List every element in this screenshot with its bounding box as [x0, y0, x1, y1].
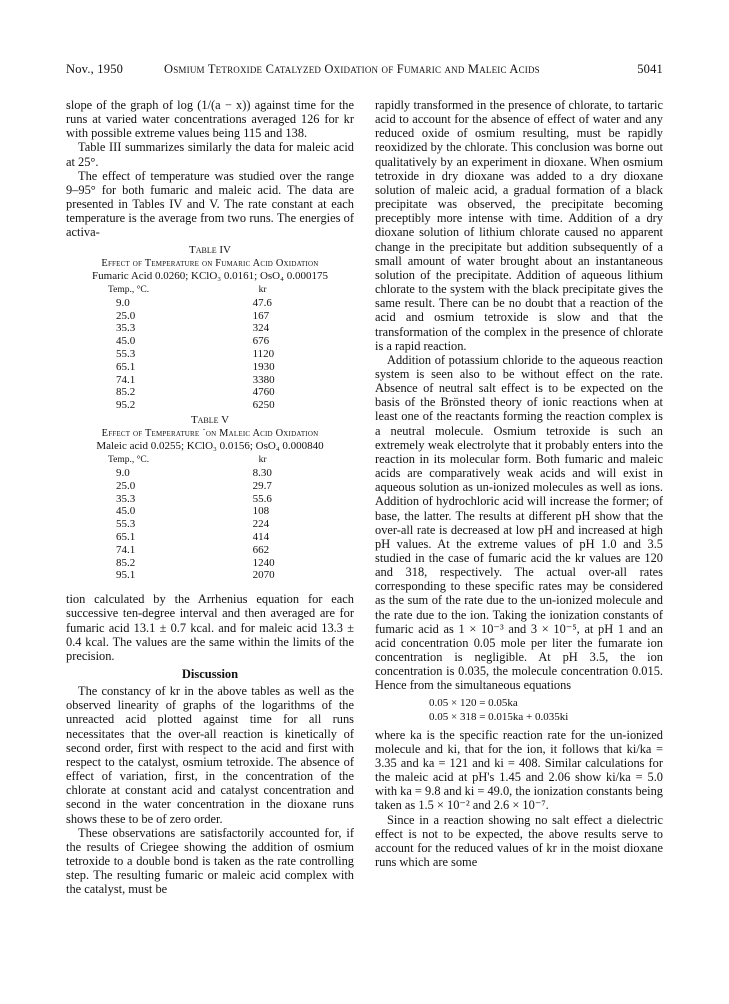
table-row [94, 557, 312, 570]
paragraph: where ka is the specific reaction rate for the un-ionized molecule and ki, that for the ion, it follows that ki/ka = 3.35 and ka = 121 and ki = 408. Similar calculations for the maleic acid at pH's 1.45 and 2.06 show ki/ka = 5.0 with ka = 9.8 and ki = 49.0, the ionization constants being taken as 1.5 × 10⁻² and 2.6 × 10⁻⁷. [375, 727, 663, 813]
page-number: 5041 [637, 62, 663, 76]
temperature-cell: 45.0 [116, 335, 136, 348]
table-row [94, 531, 312, 544]
rate-constant-cell: 1240 [252, 556, 275, 569]
rate-constant-cell: 414 [252, 531, 270, 544]
temperature-cell: 74.1 [116, 373, 136, 386]
temperature-cell: 9.0 [116, 296, 130, 309]
table-conditions: Maleic acid 0.0255; KClO₃ 0.0156; OsO₄ 0.000840 [96, 439, 324, 452]
table-row [94, 348, 312, 361]
temperature-cell: 65.1 [116, 360, 136, 373]
temperature-cell: 95.1 [116, 569, 136, 582]
rate-constant-cell: 108 [252, 505, 270, 518]
table-caption: Effect of Temperature ˙on Maleic Acid Oxidation [101, 427, 319, 439]
table-row [94, 544, 312, 557]
temperature-cell: 85.2 [116, 386, 136, 399]
section-heading: Discussion [181, 667, 239, 681]
temperature-cell: 25.0 [116, 309, 136, 322]
table-row [94, 361, 312, 374]
table-row [94, 467, 312, 480]
table-title: Table IV [189, 243, 231, 256]
rate-constant-cell: 3380 [252, 373, 275, 386]
temperature-cell: 25.0 [116, 479, 136, 492]
temperature-cell: 55.3 [116, 347, 136, 360]
paragraph: tion calculated by the Arrhenius equation for each successive ten-degree interval and then averaged are for fumaric acid 13.1 ± 0.7 kcal. and for maleic acid 13.3 ± 0.4 kcal. The values are the same within the limits of the precision. [66, 592, 354, 663]
rate-constant-cell: 8.30 [252, 467, 272, 480]
temperature-cell: 95.2 [116, 399, 136, 412]
header-title: Osmium Tetroxide Catalyzed Oxidation of Fumaric and Maleic Acids [164, 62, 540, 76]
temperature-cell: 45.0 [116, 505, 136, 518]
rate-constant-cell: 47.6 [252, 296, 272, 309]
paragraph: Since in a reaction showing no salt effect a dielectric effect is not to be expected, the above results serve to account for the reduced values of kr in the moist dioxane runs which are some [375, 812, 663, 869]
rate-constant-cell: 324 [252, 322, 270, 335]
rate-constant-cell: 4760 [252, 386, 275, 399]
temperature-cell: 85.2 [116, 556, 136, 569]
temperature-cell: 74.1 [116, 543, 136, 556]
data-table [94, 453, 312, 582]
rate-constant-cell: 2070 [252, 569, 275, 582]
data-table [94, 283, 312, 412]
temperature-cell: 35.3 [116, 492, 136, 505]
table-row [94, 335, 312, 348]
paragraph: Addition of potassium chloride to the aqueous reaction system is seen also to be without effect on the rate. Absence of neutral salt effect is to be expected on the basis of the Brönsted theory of ionic reactions when at least one of the reactants forming the reaction complex is a neutral molecule. Osmium tetroxide is such an extremely weak electrolyte that it probably enters into the reaction in its molecular form. Both fumaric and maleic acids are comparatively weak acids and will exist in aqueous solution as un-ionized molecules as well as ions. Addition of hydrochloric acid will increase the former; of base, the latter. The results at different pH show that the over-all rate is decreased at low pH and increased at high pH values. At the extreme values of pH 1.0 and 3.5 studied in the case of fumaric acid the kr values are 120 and 318, respectively. The actual over-all rates corresponding to these specific rates may be considered as the sum of the rate due to the un-ionized molecule and the rate due to the ion. Taking the ionization constants of fumaric acid as 1 × 10⁻³ and 3 × 10⁻⁵, at pH 1 and an acid concentration 0.05 mole per liter the fumarate ion concentration is negligible. At pH 3.5, the ion concentration is 0.035, the molecule concentration 0.015. Hence from the simultaneous equations [375, 352, 663, 693]
table-row [94, 297, 312, 310]
table-row [94, 386, 312, 399]
paragraph: Table III summarizes similarly the data for maleic acid at 25°. [66, 140, 354, 169]
table-iv [66, 244, 354, 412]
column-header-k: kr [258, 284, 267, 295]
paragraph: slope of the graph of log (1/(a − x)) against time for the runs at varied water concentrations averaged 126 for kr with possible extreme values being 115 and 138. [66, 98, 354, 141]
rate-constant-cell: 224 [252, 518, 270, 531]
column-header-k: kr [258, 454, 267, 465]
table-row [94, 374, 312, 387]
table-v [66, 414, 354, 582]
table-title: Table V [190, 413, 230, 426]
rate-constant-cell: 662 [252, 543, 270, 556]
left-column [66, 98, 354, 897]
rate-constant-cell: 55.6 [252, 492, 272, 505]
equation: 0.05 × 318 = 0.015ka + 0.035ki [429, 710, 569, 723]
table-conditions: Fumaric Acid 0.0260; KClO₃ 0.0161; OsO₄ 0.000175 [92, 269, 328, 282]
running-header [66, 62, 663, 78]
table-row [94, 505, 312, 518]
temperature-cell: 9.0 [116, 467, 130, 480]
table-row [94, 480, 312, 493]
column-header-temp: Temp., °C. [108, 454, 150, 465]
temperature-cell: 35.3 [116, 322, 136, 335]
equation: 0.05 × 120 = 0.05ka [429, 696, 518, 709]
table-row [94, 493, 312, 506]
table-row [94, 399, 312, 412]
rate-constant-cell: 29.7 [252, 479, 272, 492]
table-row [94, 322, 312, 335]
rate-constant-cell: 676 [252, 335, 270, 348]
temperature-cell: 55.3 [116, 518, 136, 531]
table-caption: Effect of Temperature on Fumaric Acid Oxidation [101, 257, 319, 269]
paragraph: The effect of temperature was studied over the range 9–95° for both fumaric and maleic acid. The data are presented in Tables IV and V. The rate constant at each temperature is the average from two runs. The energies of activa- [66, 168, 354, 240]
paragraph: These observations are satisfactorily accounted for, if the results of Criegee showing the addition of osmium tetroxide to a double bond is taken as the rate controlling step. The resulting fumaric or maleic acid complex with the catalyst, must be [66, 825, 354, 897]
right-column [375, 98, 663, 869]
header-date: Nov., 1950 [66, 62, 124, 76]
table-row [94, 569, 312, 582]
rate-constant-cell: 1120 [252, 347, 275, 360]
paragraph: The constancy of kr in the above tables as well as the observed linearity of graphs of the logarithms of the unreacted acid plotted against time for all runs necessitates that the over-all reaction is kinetically of second order, first with respect to the acid and first with respect to the catalyst, osmium tetroxide. The absence of effect of variation, first, in the concentration of the chlorate at constant acid and catalyst concentration and second in the water concentration in the dioxane runs shows these to be of zero order. [66, 684, 354, 826]
rate-constant-cell: 6250 [252, 399, 275, 412]
column-header-temp: Temp., °C. [108, 284, 150, 295]
temperature-cell: 65.1 [116, 531, 136, 544]
table-row [94, 310, 312, 323]
rate-constant-cell: 1930 [252, 360, 275, 373]
table-row [94, 518, 312, 531]
rate-constant-cell: 167 [252, 309, 270, 322]
paragraph: rapidly transformed in the presence of chlorate, to tartaric acid to account for the absence of effect of water and any reduced oxide of osmium resulting, must be rapidly reoxidized by the chlorate. This conclusion was borne out qualitatively by an experiment in dioxane. When osmium tetroxide in dry dioxane was added to a dry dioxane solution of maleic acid, a gradual formation of a black precipitate was observed, the precipitate becoming preceptibly more intense with time. Addition of a dry dioxane solution of lithium chlorate caused no apparent change in the precipitate but addition subsequently of a small amount of water brought about an instantaneous solution of the precipitate. Addition of aqueous lithium chlorate to the system with the black precipitate gives the same result. There can be no doubt that a reaction of the acid and osmium tetroxide is slow and that the transformation of the complex in the presence of chlorate is a rapid reaction. [375, 98, 663, 353]
